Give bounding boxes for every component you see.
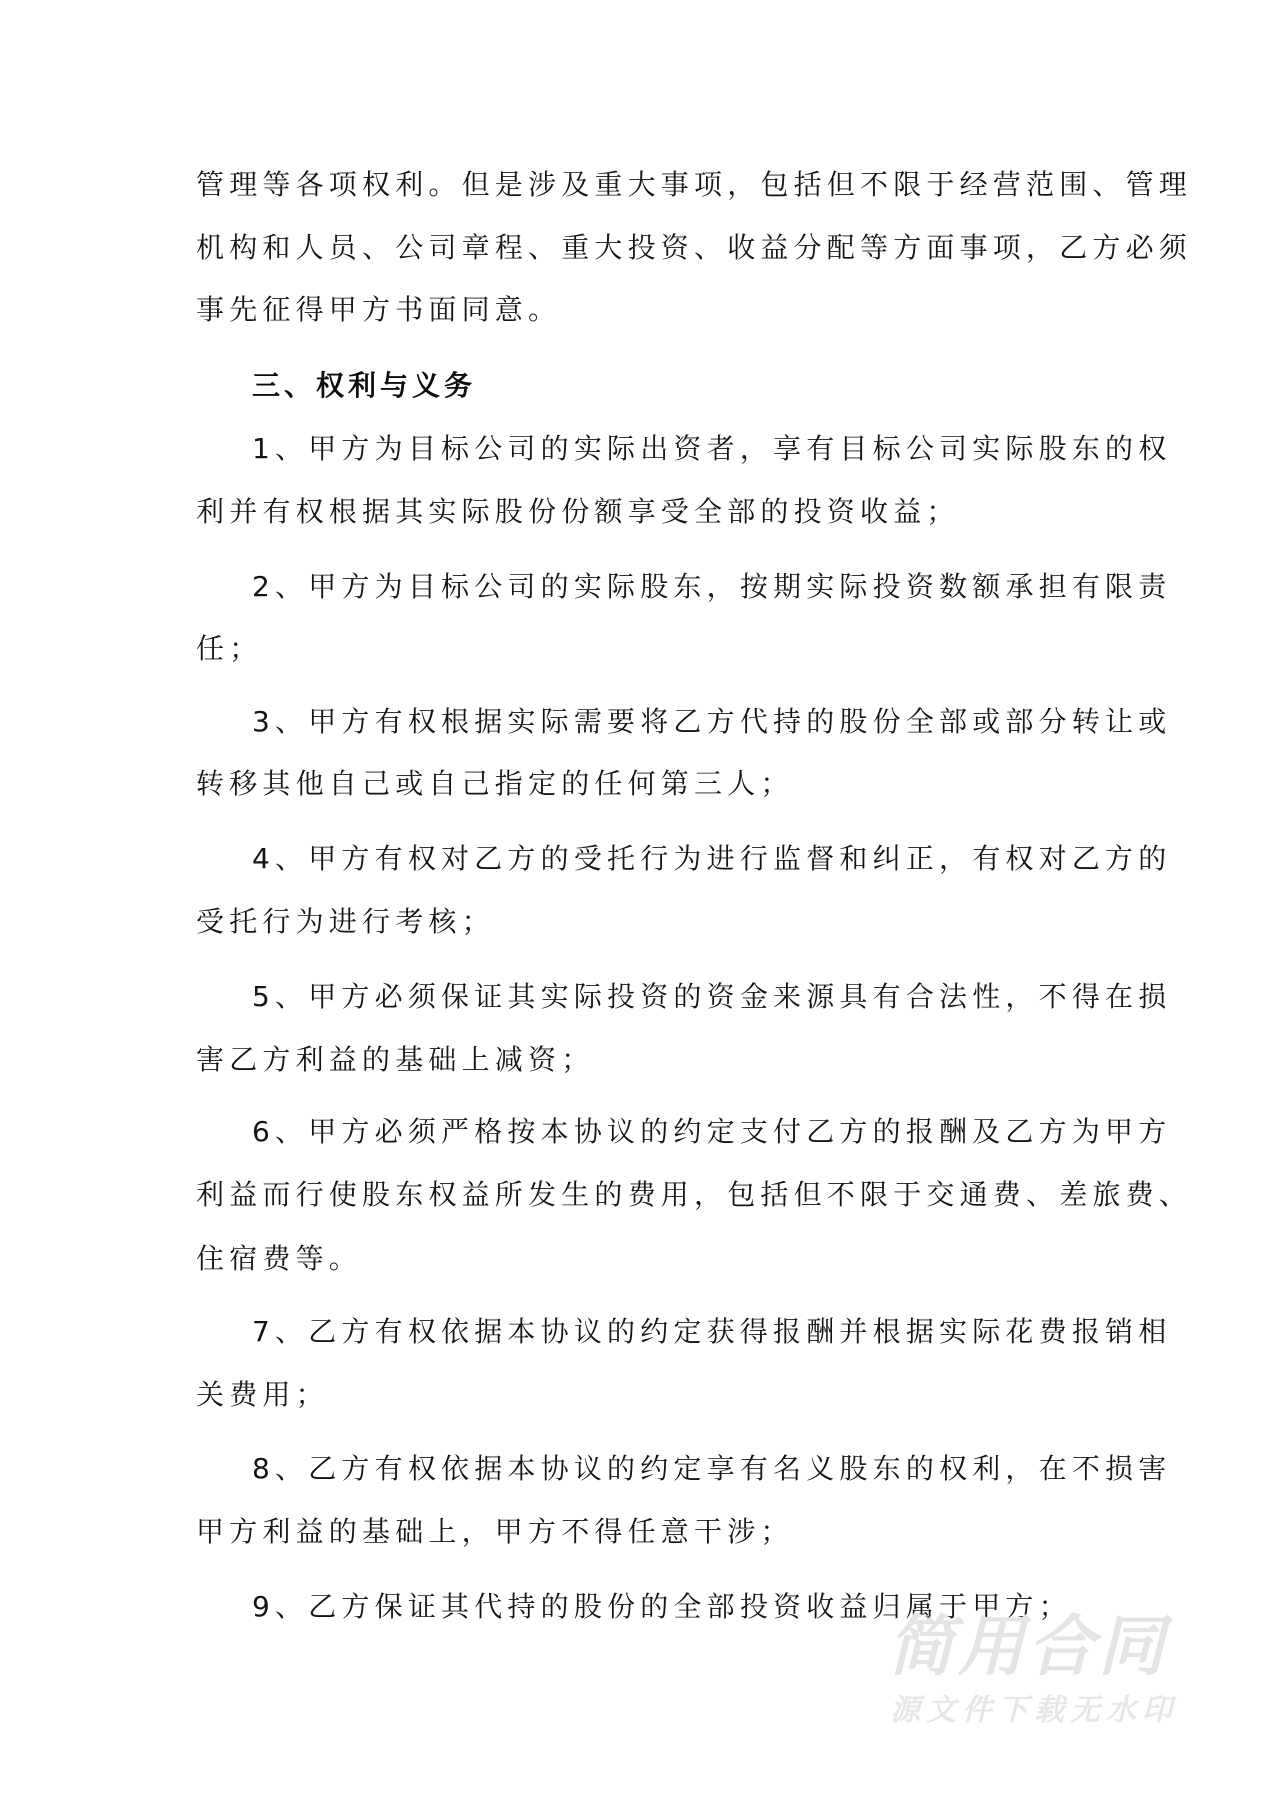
- clause-2-line: 任；: [196, 632, 263, 665]
- clause-3-line: 转移其他自己或自己指定的任何第三人；: [196, 767, 794, 800]
- clause-8-line: 甲方利益的基础上，甲方不得任意干涉；: [196, 1515, 794, 1548]
- watermark-title: 简用合同: [888, 1608, 1168, 1685]
- clause-8-line: 8、乙方有权依据本协议的约定享有名义股东的权利，在不损害: [252, 1452, 1172, 1485]
- clause-2-line: 2、甲方为目标公司的实际股东，按期实际投资数额承担有限责: [252, 570, 1172, 603]
- clause-4-line: 受托行为进行考核；: [196, 905, 495, 938]
- clause-7-line: 关费用；: [196, 1378, 329, 1411]
- watermark-subtitle: 源文件下载无水印: [890, 1693, 1178, 1728]
- clause-3-line: 3、甲方有权根据实际需要将乙方代持的股份全部或部分转让或: [252, 705, 1172, 738]
- clause-9-line: 9、乙方保证其代持的股份的全部投资收益归属于甲方；: [252, 1590, 1072, 1623]
- section-heading: 三、权利与义务: [252, 369, 477, 402]
- paragraph-continuation-line: 管理等各项权利。但是涉及重大事项，包括但不限于经营范围、管理: [196, 168, 1193, 201]
- clause-5-line: 害乙方利益的基础上减资；: [196, 1043, 595, 1076]
- watermark: [888, 1608, 1208, 1742]
- clause-1-line: 1、甲方为目标公司的实际出资者，享有目标公司实际股东的权: [252, 432, 1172, 465]
- clause-6-line: 住宿费等。: [196, 1242, 363, 1275]
- clause-7-line: 7、乙方有权依据本协议的约定获得报酬并根据实际花费报销相: [252, 1315, 1172, 1348]
- clause-6-line: 6、甲方必须严格按本协议的约定支付乙方的报酬及乙方为甲方: [252, 1115, 1172, 1148]
- clause-5-line: 5、甲方必须保证其实际投资的资金来源具有合法性，不得在损: [252, 980, 1172, 1013]
- clause-4-line: 4、甲方有权对乙方的受托行为进行监督和纠正，有权对乙方的: [252, 842, 1172, 875]
- paragraph-continuation-line: 事先征得甲方书面同意。: [196, 293, 562, 326]
- paragraph-continuation-line: 机构和人员、公司章程、重大投资、收益分配等方面事项，乙方必须: [196, 231, 1193, 264]
- clause-1-line: 利并有权根据其实际股份份额享受全部的投资收益；: [196, 495, 960, 528]
- clause-6-line: 利益而行使股东权益所发生的费用，包括但不限于交通费、差旅费、: [196, 1178, 1193, 1211]
